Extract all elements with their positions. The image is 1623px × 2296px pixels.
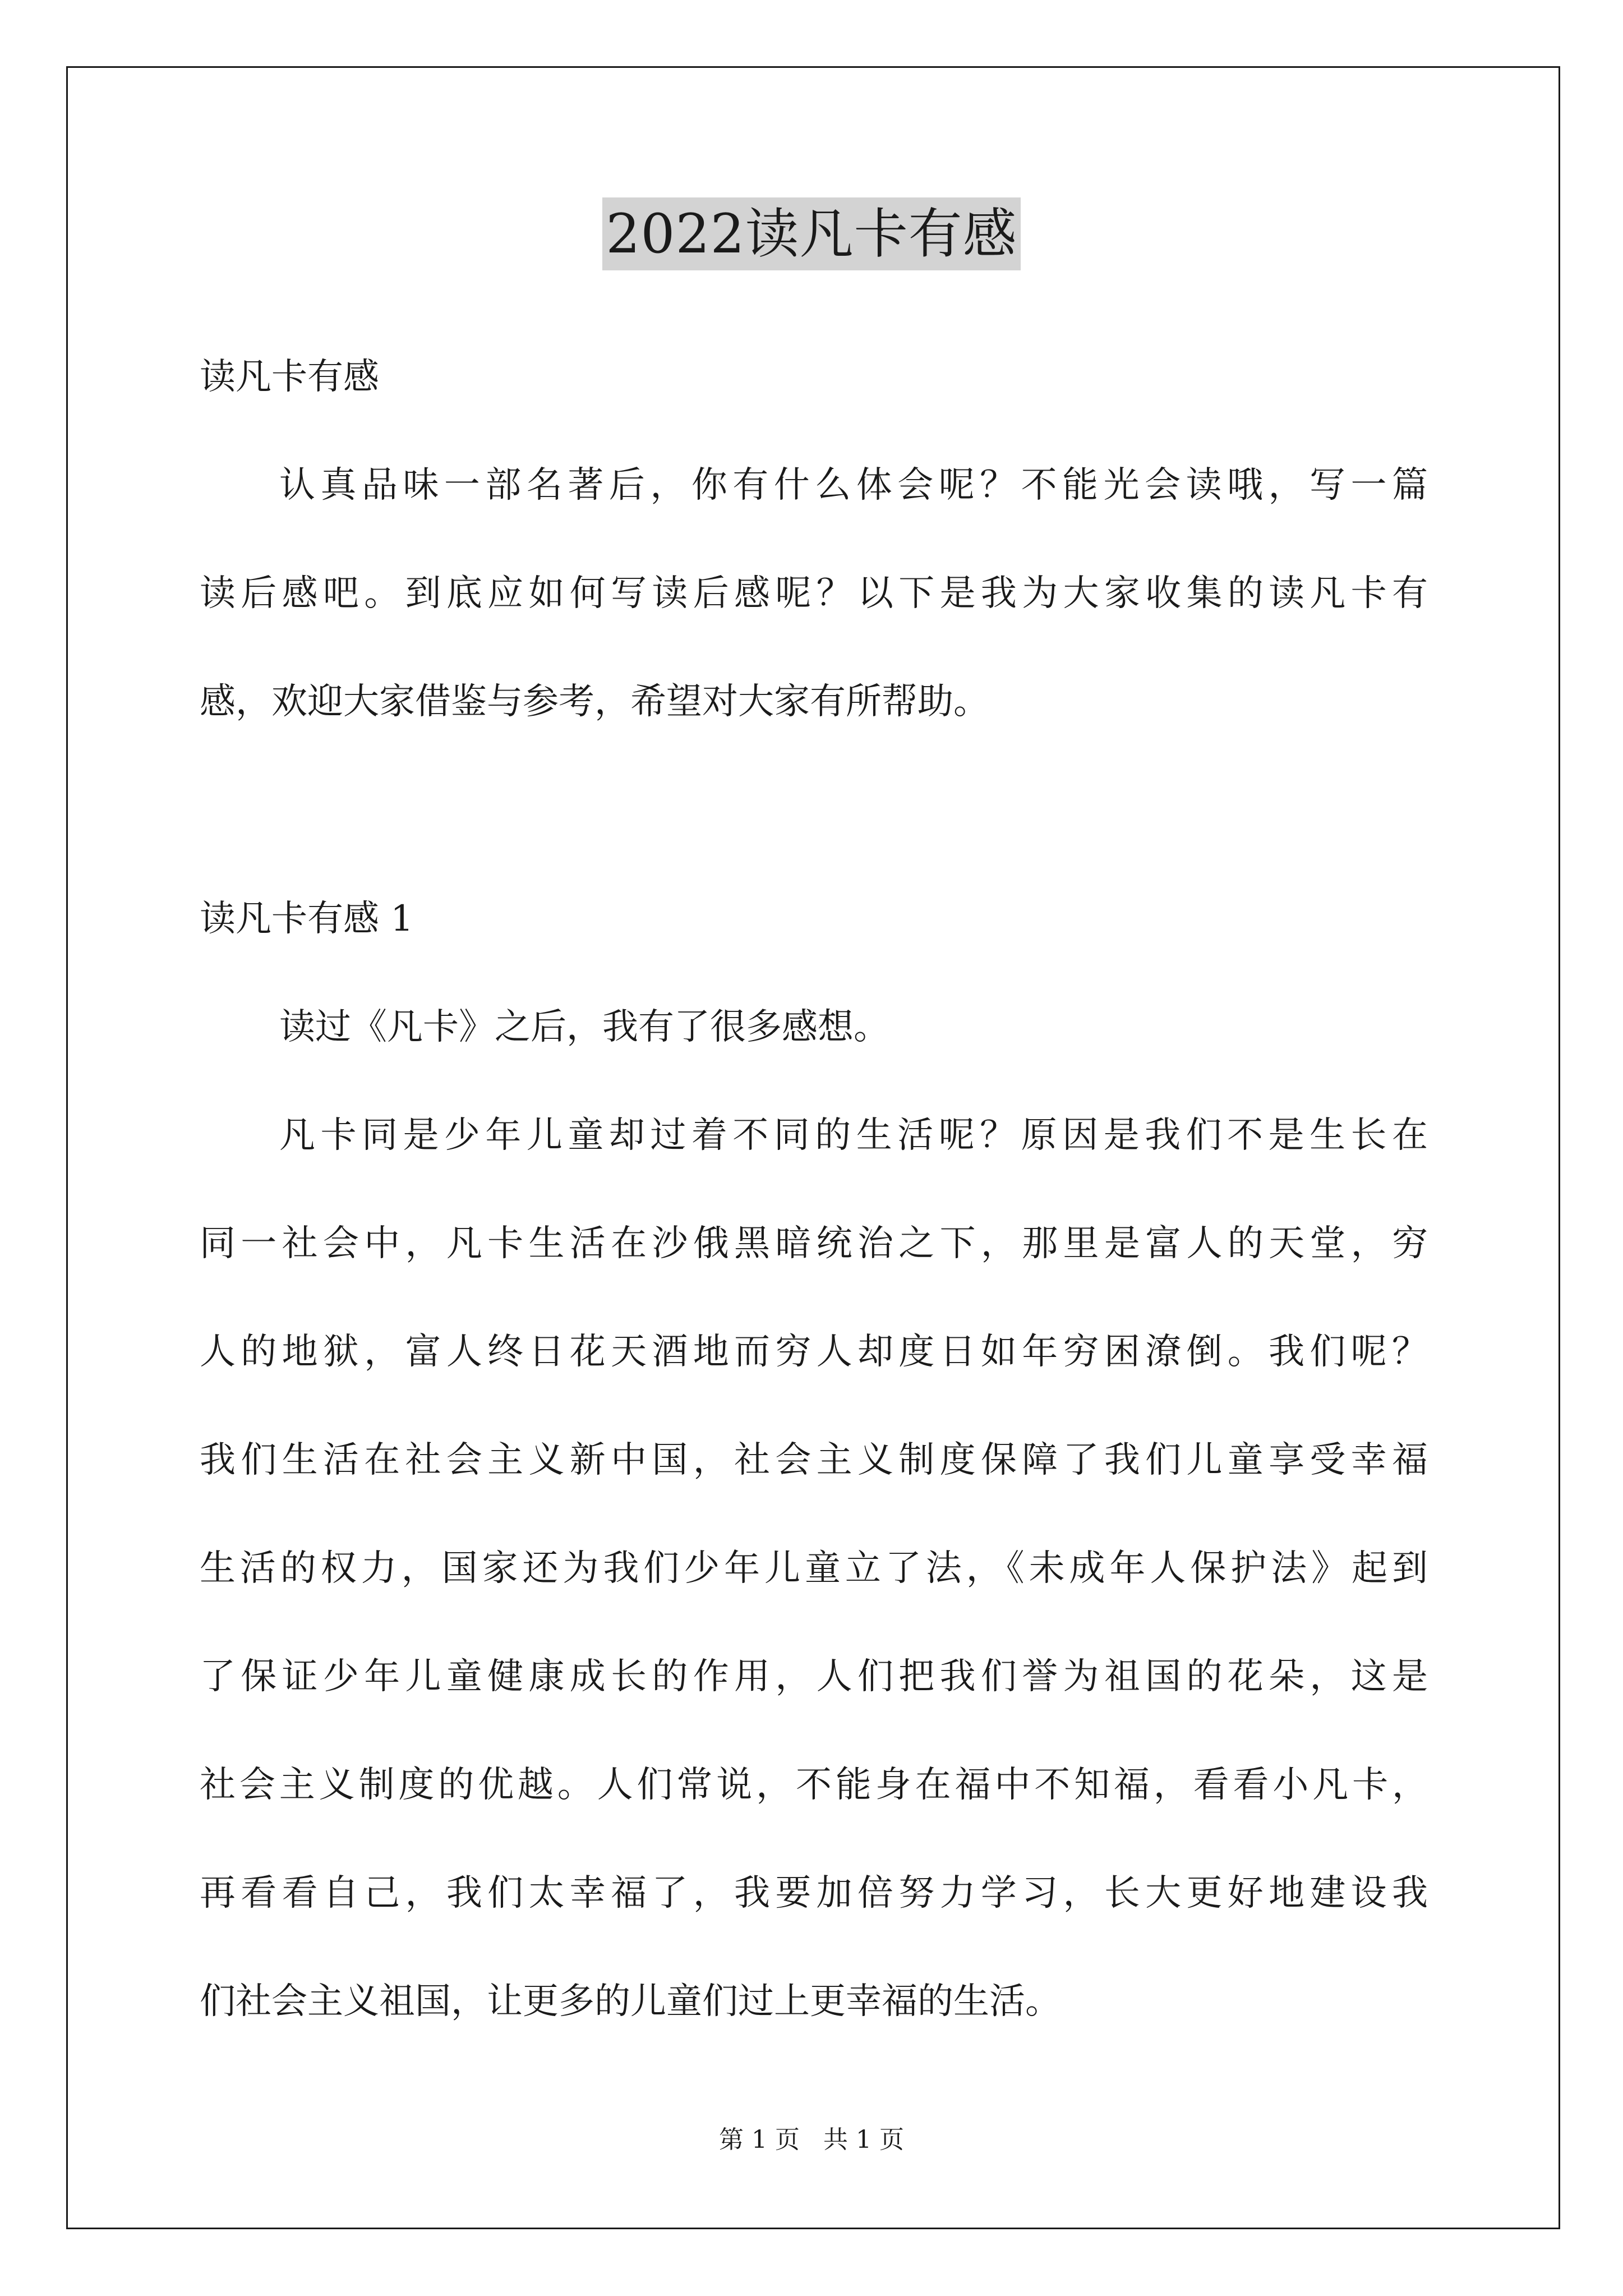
paragraph-2-line-4: 我们生活在社会主义新中国，社会主义制度保障了我们儿童享受幸福 (200, 1439, 1428, 1481)
intro-line-3: 感，欢迎大家借鉴与参考，希望对大家有所帮助。 (200, 681, 989, 723)
page-number: 第 1 页 (719, 2125, 800, 2154)
paragraph-2-line-6: 了保证少年儿童健康成长的作用，人们把我们誉为祖国的花朵，这是 (200, 1656, 1428, 1697)
paragraph-2-line-9: 们社会主义祖国，让更多的儿童们过上更幸福的生活。 (200, 1981, 1061, 2022)
page-total: 共 1 页 (823, 2125, 904, 2154)
paragraph-2-line-8: 再看看自己，我们太幸福了，我要加倍努力学习，长大更好地建设我 (200, 1872, 1428, 1914)
title-container (0, 197, 1623, 270)
section-heading: 读凡卡有感 1 (200, 898, 414, 940)
document-title: 2022读凡卡有感 (602, 197, 1020, 270)
main-heading: 读凡卡有感 (200, 356, 379, 398)
paragraph-2-line-5: 生活的权力，国家还为我们少年儿童立了法，《未成年人保护法》起到 (200, 1548, 1428, 1589)
paragraph-2-line-7: 社会主义制度的优越。人们常说，不能身在福中不知福，看看小凡卡， (200, 1764, 1428, 1806)
page-footer (0, 2123, 1623, 2157)
intro-line-2: 读后感吧。到底应如何写读后感呢？以下是我为大家收集的读凡卡有 (200, 573, 1428, 614)
paragraph-2-line-1: 凡卡同是少年儿童却过着不同的生活呢？原因是我们不是生长在 (279, 1115, 1428, 1156)
paragraph-2-line-2: 同一社会中，凡卡生活在沙俄黑暗统治之下，那里是富人的天堂，穷 (200, 1223, 1428, 1264)
paragraph-2-line-3: 人的地狱，富人终日花天酒地而穷人却度日如年穷困潦倒。我们呢？ (200, 1331, 1428, 1373)
intro-line-1: 认真品味一部名著后，你有什么体会呢？不能光会读哦，写一篇 (279, 464, 1428, 506)
paragraph-1: 读过《凡卡》之后，我有了很多感想。 (279, 1006, 889, 1048)
